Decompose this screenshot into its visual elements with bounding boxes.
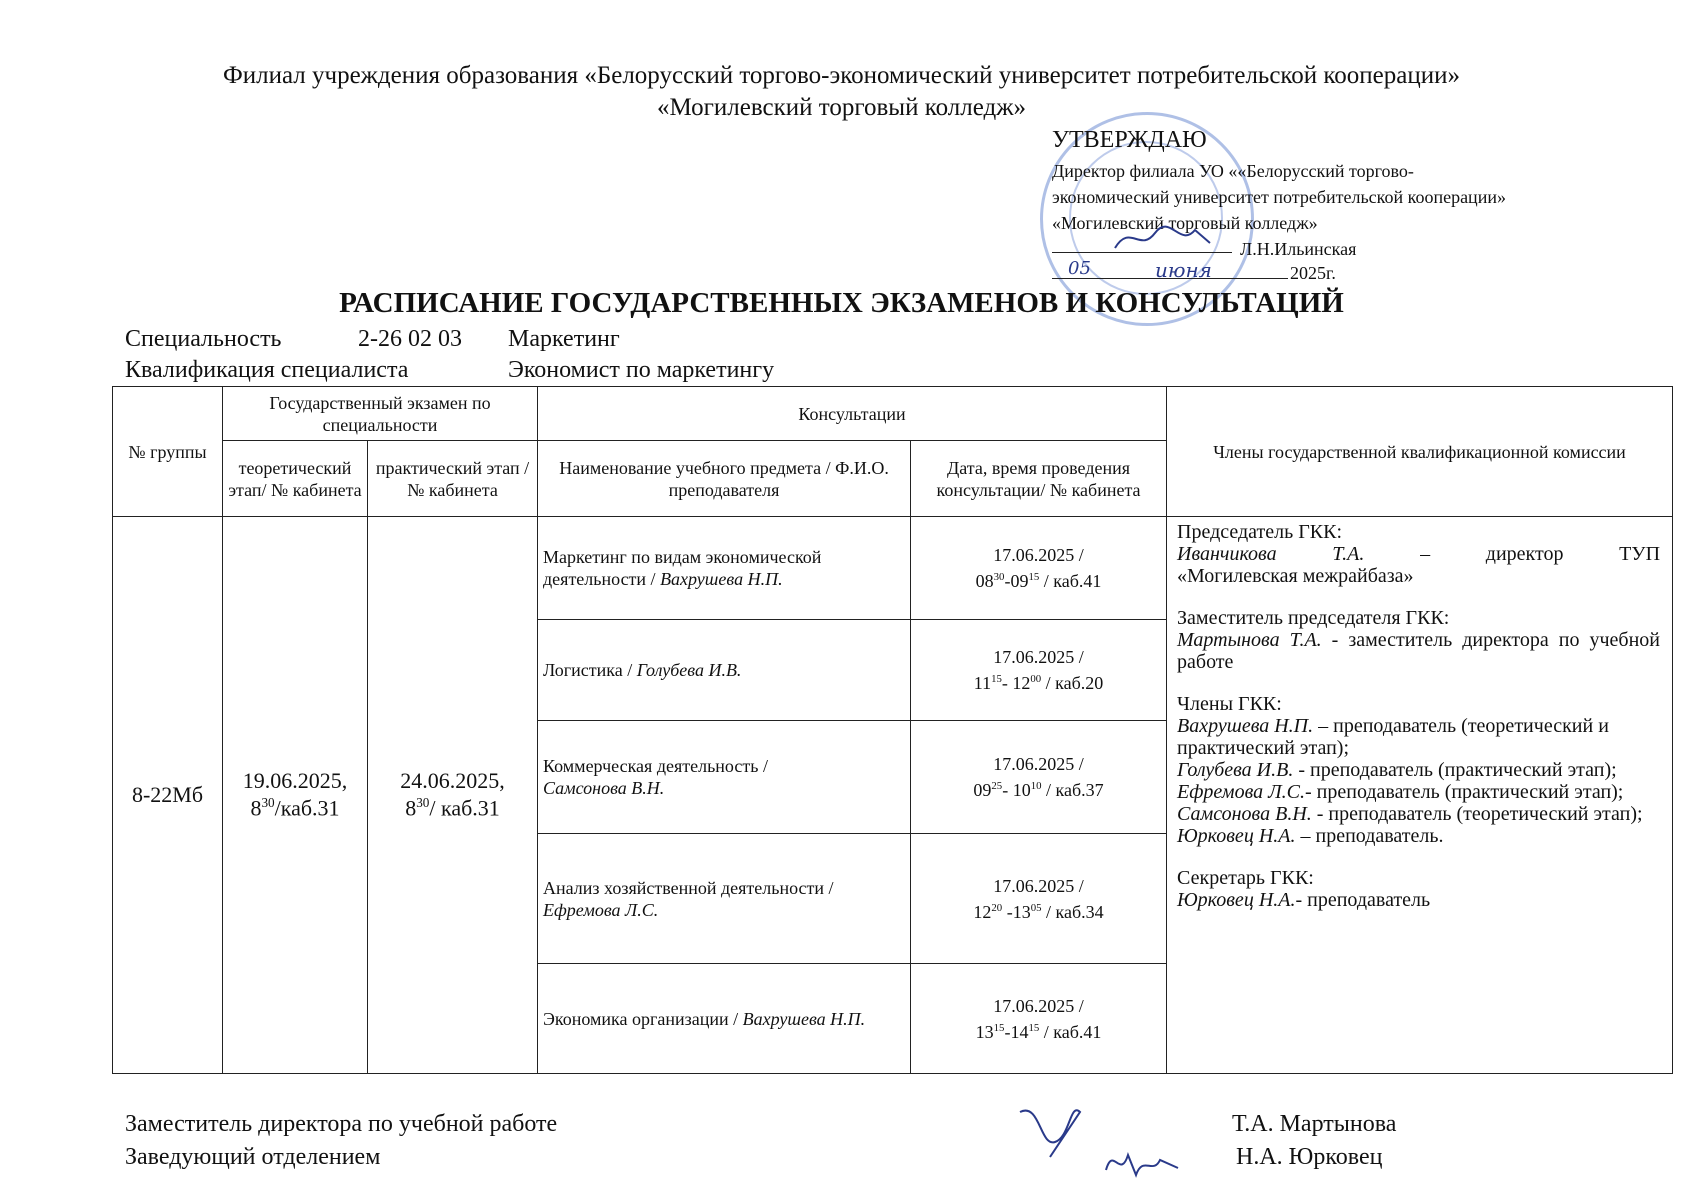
schedule-table: [112, 386, 1673, 1074]
practical-date: 24.06.2025,: [400, 768, 505, 794]
header-practical: практический этап / № кабинета: [368, 441, 538, 517]
qualification-label: Квалификация специалиста: [125, 357, 409, 383]
college-name: «Могилевский торговый колледж»: [657, 94, 1026, 121]
footer-deputy-name: Т.А. Мартынова: [1232, 1111, 1397, 1137]
member-item: Вахрушева Н.П. – преподаватель (теоретический и практический этап);: [1177, 715, 1609, 759]
director-signature: [1110, 218, 1220, 258]
members-label: Члены ГКК:: [1177, 693, 1282, 715]
head-signature: [1098, 1140, 1188, 1185]
chair-line: Иванчикова Т.А. – директор ТУП: [1177, 543, 1661, 565]
deputy-signature: [1010, 1092, 1100, 1162]
practical-minutes: 30: [416, 795, 430, 811]
member-item: Голубева И.В. - преподаватель (практический этап);: [1177, 759, 1617, 781]
chair-label: Председатель ГКК:: [1177, 521, 1343, 543]
secretary-line: Юрковец Н.А.- преподаватель: [1177, 889, 1431, 911]
header-theoretical: теоретический этап/ № кабинета: [223, 441, 368, 517]
secretary-label: Секретарь ГКК:: [1177, 867, 1314, 889]
table-row: [113, 517, 1673, 620]
approval-date-year: 2025г.: [1290, 263, 1336, 283]
consult-datetime-4: 17.06.2025 / $12^{20}$ $-13^{05} / каб.34$: [911, 834, 1167, 964]
approval-line-3: «Могилевский торговый колледж»: [1052, 213, 1318, 233]
header-state-exam: Государственный экзамен по специальности: [223, 387, 538, 441]
deputy-label: Заместитель председателя ГКК:: [1177, 607, 1450, 629]
approval-title: УТВЕРЖДАЮ: [1052, 127, 1207, 153]
consult-datetime-3: 17.06.2025 / $09^{25}-$ $10^{10} / каб.37$: [911, 721, 1167, 834]
consult-subject-1: Маркетинг по видам экономической деятельности / Вахрушева Н.П.: [538, 517, 911, 620]
group-cell: 8-22Мб: [113, 517, 223, 1074]
theoretical-hour: 8: [250, 795, 262, 821]
footer-head-title: Заведующий отделением: [125, 1144, 381, 1170]
consult-subject-3: Коммерческая деятельность / Самсонова В.Н.: [538, 721, 911, 834]
approval-date-month: июня: [1155, 258, 1212, 282]
header-consultations: Консультации: [538, 387, 1167, 441]
header-group: № группы: [113, 387, 223, 517]
footer-deputy-title: Заместитель директора по учебной работе: [125, 1111, 558, 1137]
approval-signer: Л.Н.Ильинская: [1240, 239, 1357, 259]
theoretical-cell: [223, 517, 368, 1074]
page-title: РАСПИСАНИЕ ГОСУДАРСТВЕННЫХ ЭКЗАМЕНОВ И КОНСУЛЬТАЦИЙ: [339, 287, 1344, 319]
member-item: Ефремова Л.С.- преподаватель (практический этап);: [1177, 781, 1624, 803]
approval-date-day: 05: [1068, 258, 1091, 279]
qualification-value: Экономист по маркетингу: [508, 357, 775, 383]
specialty-name: Маркетинг: [508, 326, 620, 352]
header-datetime: Дата, время проведения консультации/ № кабинета: [911, 441, 1167, 517]
institution-name: Филиал учреждения образования «Белорусский торгово-экономический университет потребительской кооперации»: [222, 62, 1461, 89]
commission-cell: [1167, 517, 1673, 1074]
practical-cell: [368, 517, 538, 1074]
footer-head-name: Н.А. Юрковец: [1236, 1144, 1383, 1170]
member-item: Самсонова В.Н. - преподаватель (теоретический этап);: [1177, 803, 1643, 825]
theoretical-minutes: 30: [261, 795, 275, 811]
specialty-code: 2-26 02 03: [358, 326, 462, 352]
practical-hour: 8: [405, 795, 417, 821]
consult-datetime-1: 17.06.2025 / $08^{30}-09^{15} / каб.41$: [911, 517, 1167, 620]
header-commission: Члены государственной квалификационной комиссии: [1167, 387, 1673, 517]
consult-subject-4: Анализ хозяйственной деятельности / Ефремова Л.С.: [538, 834, 911, 964]
theoretical-date: 19.06.2025,: [242, 768, 348, 794]
chair-org: «Могилевская межрайбаза»: [1177, 565, 1414, 587]
specialty-label: Специальность: [125, 326, 282, 352]
consult-subject-2: Логистика / Голубева И.В.: [538, 620, 911, 721]
member-item: Юрковец Н.А. – преподаватель.: [1177, 825, 1444, 847]
consult-datetime-5: 17.06.2025 / $13^{15}-14^{15} / каб.41$: [911, 964, 1167, 1074]
deputy-line: Мартынова Т.А. - заместитель директора по учебной работе: [1177, 629, 1661, 673]
approval-line-2: экономический университет потребительской кооперации»: [1052, 187, 1506, 207]
header-subject: Наименование учебного предмета / Ф.И.О. преподавателя: [538, 441, 911, 517]
practical-room: / каб.31: [429, 795, 500, 821]
approval-line-1: Директор филиала УО ««Белорусский торгово-: [1052, 161, 1414, 181]
consult-subject-5: Экономика организации / Вахрушева Н.П.: [538, 964, 911, 1074]
theoretical-room: /каб.31: [274, 795, 340, 821]
consult-datetime-2: 17.06.2025 / $11^{15}-$ $12^{00} / каб.20$: [911, 620, 1167, 721]
